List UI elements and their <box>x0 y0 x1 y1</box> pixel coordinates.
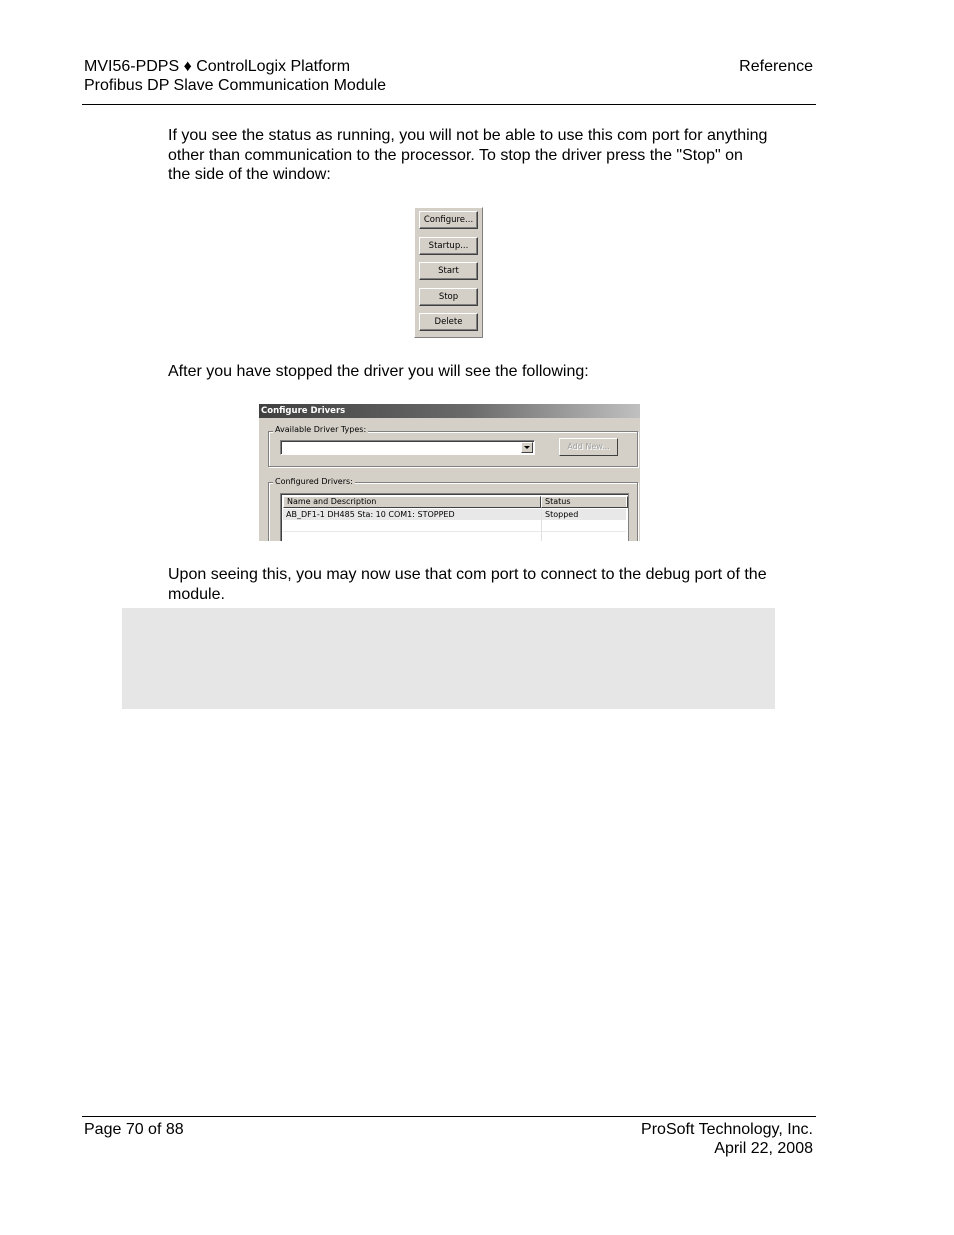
note-box <box>122 608 775 709</box>
footer-page-number: Page 70 of 88 <box>84 1121 184 1138</box>
configured-drivers-list[interactable] <box>280 493 629 541</box>
stop-button[interactable]: Stop <box>419 288 478 306</box>
column-header-status[interactable]: Status <box>541 496 628 508</box>
start-button[interactable]: Start <box>419 262 478 280</box>
configure-drivers-dialog <box>258 404 640 541</box>
table-row[interactable] <box>283 509 626 520</box>
startup-button[interactable]: Startup... <box>419 237 478 255</box>
paragraph-debug-port: Upon seeing this, you may now use that com port to connect to the debug port of the module. <box>168 566 767 603</box>
column-divider <box>541 508 542 541</box>
configure-button[interactable]: Configure... <box>419 211 478 229</box>
available-driver-label: Available Driver Types: <box>275 425 367 434</box>
driver-button-panel <box>414 207 483 338</box>
header-section: Reference <box>739 58 813 75</box>
footer-date: April 22, 2008 <box>714 1140 813 1157</box>
delete-button[interactable]: Delete <box>419 313 478 331</box>
driver-status-cell: Stopped <box>545 510 579 519</box>
header-product-subtitle: Profibus DP Slave Communication Module <box>84 77 387 94</box>
list-header <box>283 496 626 508</box>
driver-type-select[interactable] <box>280 440 535 455</box>
header-rule <box>82 104 816 105</box>
row-divider <box>283 531 626 532</box>
footer-company: ProSoft Technology, Inc. <box>641 1121 813 1138</box>
header-product-title: MVI56-PDPS ♦ ControlLogix Platform <box>84 58 351 75</box>
footer-right <box>641 1120 813 1158</box>
column-header-name[interactable]: Name and Description <box>283 496 541 508</box>
driver-name-cell: AB_DF1-1 DH485 Sta: 10 COM1: STOPPED <box>286 510 455 519</box>
paragraph-after-stop: After you have stopped the driver you will see the following: <box>168 363 589 380</box>
header-left <box>84 57 386 95</box>
dialog-title-bar: Configure Drivers <box>259 404 640 418</box>
paragraph-running-status: If you see the status as running, you will not be able to use this com port for anything other than communication to the processor. To stop the driver press the "Stop" on the side of the window: <box>168 127 768 183</box>
configured-drivers-label: Configured Drivers: <box>275 477 353 486</box>
chevron-down-icon[interactable] <box>521 442 533 453</box>
add-new-button[interactable]: Add New... <box>559 438 618 456</box>
footer-rule <box>82 1116 816 1117</box>
